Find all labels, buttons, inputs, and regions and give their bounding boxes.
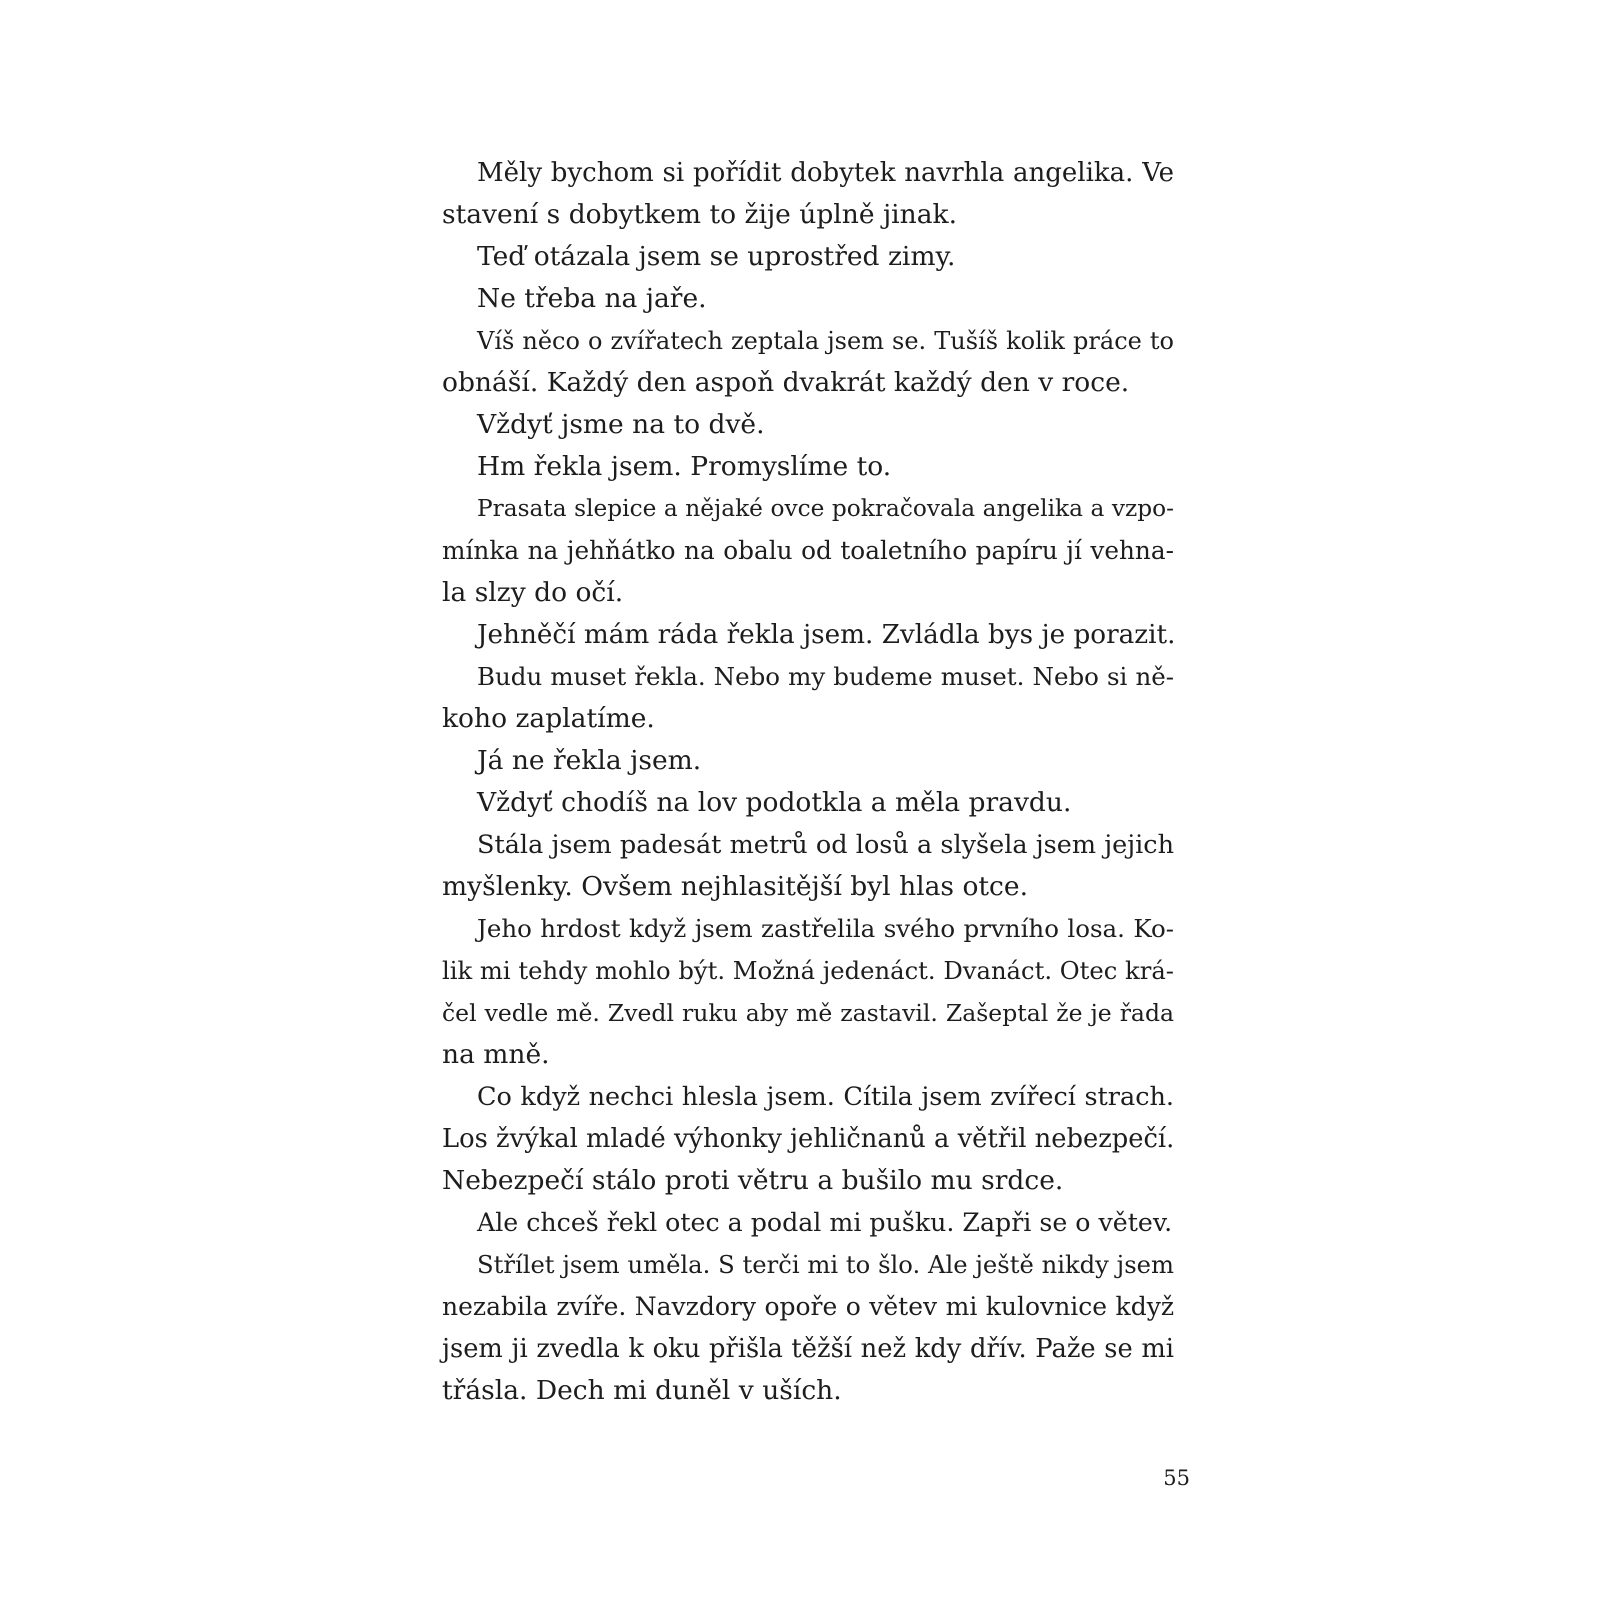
text-line: Ne třeba na jaře. <box>477 283 707 314</box>
text-line: na mně. <box>442 1039 550 1070</box>
text-line: Budu muset řekla. Nebo my budeme muset. Nebo si ně- <box>477 662 1174 691</box>
text-line: Prasata slepice a nějaké ovce pokračovala angelika a vzpo- <box>477 495 1174 522</box>
text-line: Vždyť chodíš na lov podotkla a měla pravdu. <box>477 787 1072 818</box>
text-line: Ale chceš řekl otec a podal mi pušku. Zapři se o větev. <box>477 1208 1173 1237</box>
text-line: jsem ji zvedla k oku přišla těžší než kdy dřív. Paže se mi <box>442 1334 1174 1364</box>
page-number: 55 <box>1163 1466 1190 1490</box>
text-line: Stála jsem padesát metrů od losů a slyšela jsem jejich <box>477 830 1174 860</box>
text-line: Jehněčí mám ráda řekla jsem. Zvládla bys je porazit. <box>477 620 1176 650</box>
text-line: Jeho hrdost když jsem zastřelila svého prvního losa. Ko- <box>477 914 1174 943</box>
text-line: Střílet jsem uměla. S terči mi to šlo. Ale ještě nikdy jsem <box>477 1250 1174 1279</box>
text-line: Co když nechci hlesla jsem. Cítila jsem zvířecí strach. <box>477 1082 1174 1112</box>
text-line: Los žvýkal mladé výhonky jehličnanů a větřil nebezpečí. <box>442 1124 1175 1154</box>
text-line: třásla. Dech mi duněl v uších. <box>442 1375 842 1406</box>
text-line: obnáší. Každý den aspoň dvakrát každý den v roce. <box>442 367 1130 398</box>
text-line: nezabila zvíře. Navzdory opoře o větev mi kulovnice když <box>442 1292 1174 1321</box>
text-line: čel vedle mě. Zvedl ruku aby mě zastavil. Zašeptal že je řada <box>442 999 1174 1027</box>
text-line: la slzy do očí. <box>442 577 624 608</box>
text-line: Hm řekla jsem. Promyslíme to. <box>477 451 892 482</box>
text-line: koho zaplatíme. <box>442 703 655 734</box>
text-line: Nebezpečí stálo proti větru a bušilo mu srdce. <box>442 1165 1064 1196</box>
text-line: myšlenky. Ovšem nejhlasitější byl hlas otce. <box>442 871 1028 902</box>
text-line: Teď otázala jsem se uprostřed zimy. <box>477 241 956 272</box>
text-line: stavení s dobytkem to žije úplně jinak. <box>442 199 957 230</box>
body-text <box>442 152 1174 1412</box>
text-line: Já ne řekla jsem. <box>477 745 702 776</box>
text-line: lik mi tehdy mohlo být. Možná jedenáct. Dvanáct. Otec krá- <box>442 956 1174 985</box>
text-line: Vždyť jsme na to dvě. <box>477 409 765 440</box>
text-line: mínka na jehňátko na obalu od toaletního papíru jí vehna- <box>442 536 1174 565</box>
text-line: Víš něco o zvířatech zeptala jsem se. Tušíš kolik práce to <box>477 327 1174 355</box>
text-line: Měly bychom si pořídit dobytek navrhla angelika. Ve <box>477 158 1174 188</box>
